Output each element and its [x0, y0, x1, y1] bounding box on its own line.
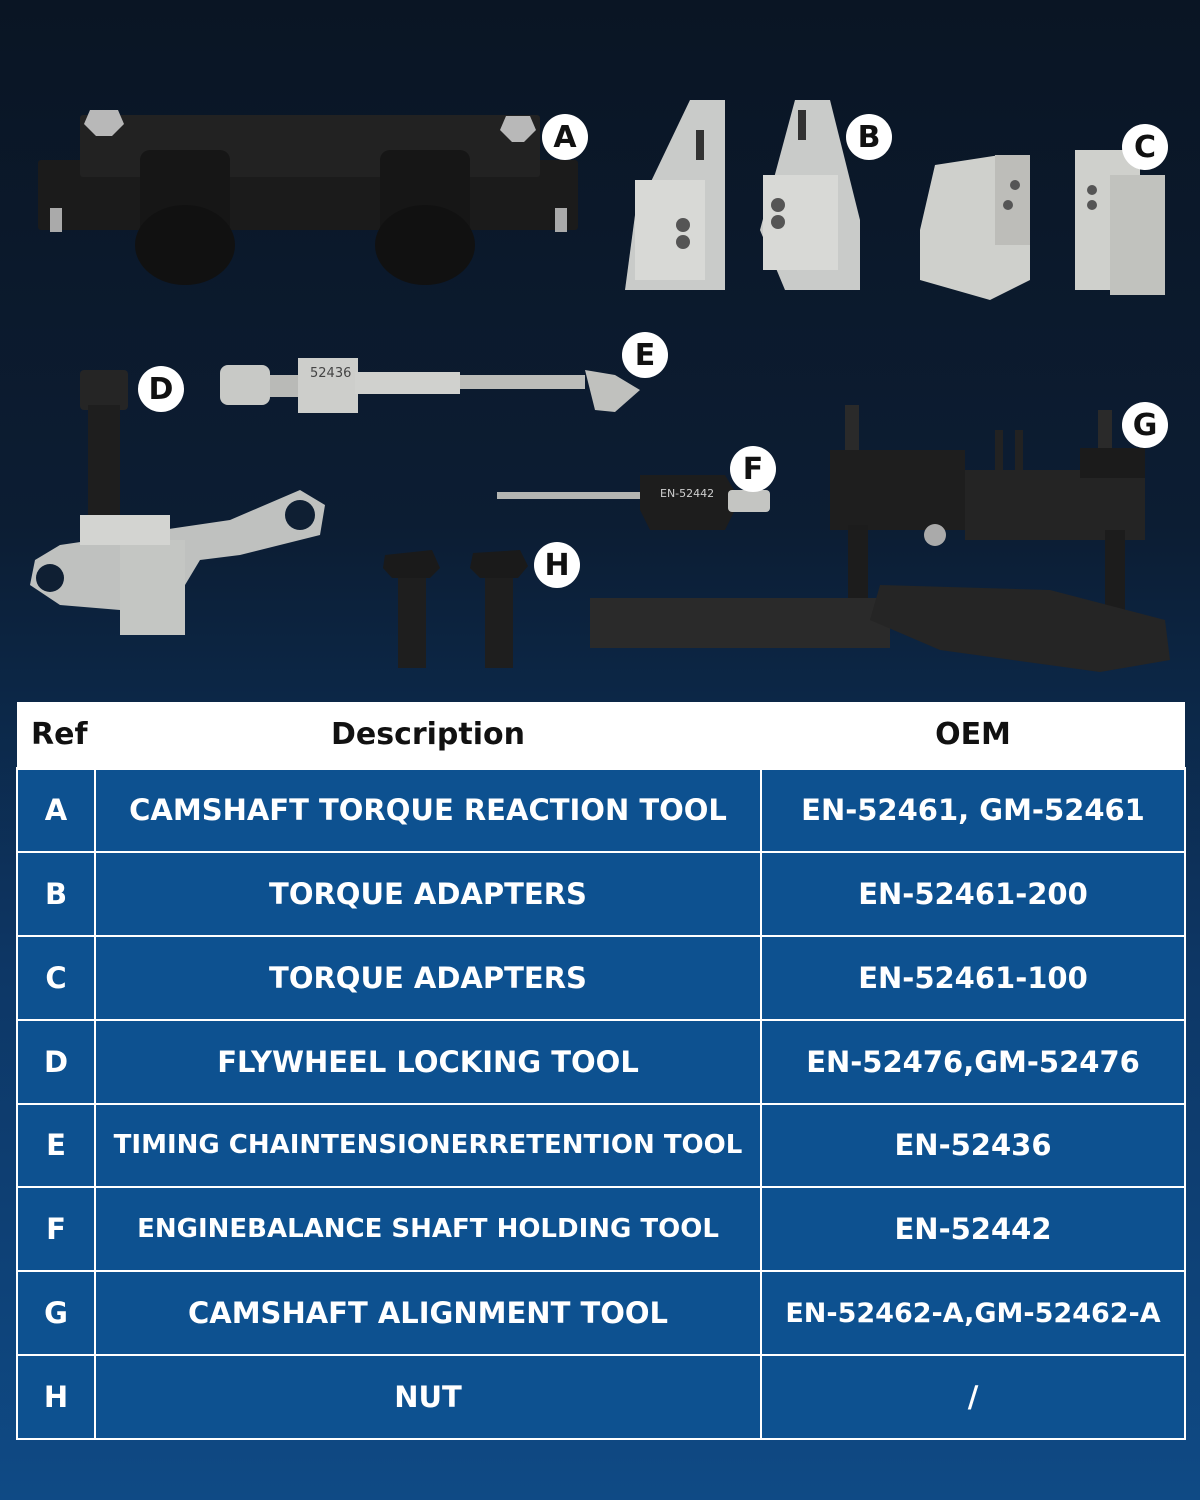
row-oem: EN-52436 [761, 1104, 1185, 1188]
table-row [17, 936, 1185, 1020]
row-ref: E [17, 1104, 95, 1188]
tool-illustrations [0, 0, 1200, 690]
table-row [17, 1104, 1185, 1188]
label-g: G [1122, 402, 1168, 448]
table-row [17, 852, 1185, 936]
tool-c-image [920, 150, 1165, 300]
header-ref: Ref [17, 702, 95, 768]
table-row [17, 1187, 1185, 1271]
table-row [17, 768, 1185, 852]
label-h: H [534, 542, 580, 588]
label-b: B [846, 114, 892, 160]
row-oem: EN-52462-A,GM-52462-A [761, 1271, 1185, 1355]
row-ref: B [17, 852, 95, 936]
row-oem: EN-52461-200 [761, 852, 1185, 936]
tool-a-image [38, 110, 578, 285]
row-ref: C [17, 936, 95, 1020]
row-oem: / [761, 1355, 1185, 1439]
tool-h-image [383, 550, 528, 668]
header-description: Description [95, 702, 761, 768]
tool-photos [0, 0, 1200, 690]
row-description: CAMSHAFT ALIGNMENT TOOL [95, 1271, 761, 1355]
label-a: A [542, 114, 588, 160]
row-description: CAMSHAFT TORQUE REACTION TOOL [95, 768, 761, 852]
row-description: TIMING CHAINTENSIONERRETENTION TOOL [95, 1104, 761, 1188]
row-description: TORQUE ADAPTERS [95, 936, 761, 1020]
header-oem: OEM [761, 702, 1185, 768]
label-e: E [622, 332, 668, 378]
table-header-row [17, 702, 1185, 768]
label-f: F [730, 446, 776, 492]
tool-d-image [30, 370, 325, 635]
row-description: NUT [95, 1355, 761, 1439]
row-oem: EN-52442 [761, 1187, 1185, 1271]
row-ref: D [17, 1020, 95, 1104]
table-row [17, 1271, 1185, 1355]
tool-f-image [497, 475, 770, 530]
row-ref: F [17, 1187, 95, 1271]
row-description: ENGINEBALANCE SHAFT HOLDING TOOL [95, 1187, 761, 1271]
table-row [17, 1355, 1185, 1439]
parts-table [16, 702, 1186, 1440]
tool-b-image [625, 100, 860, 290]
row-oem: EN-52461, GM-52461 [761, 768, 1185, 852]
row-ref: G [17, 1271, 95, 1355]
tool-e-image [220, 358, 640, 413]
row-ref: H [17, 1355, 95, 1439]
table-row [17, 1020, 1185, 1104]
label-d: D [138, 366, 184, 412]
label-c: C [1122, 124, 1168, 170]
row-oem: EN-52461-100 [761, 936, 1185, 1020]
row-ref: A [17, 768, 95, 852]
row-description: TORQUE ADAPTERS [95, 852, 761, 936]
f-tool-stamp: EN-52442 [660, 487, 715, 500]
row-description: FLYWHEEL LOCKING TOOL [95, 1020, 761, 1104]
e-tool-stamp: 52436 [310, 366, 352, 381]
tool-g-image [590, 405, 1170, 672]
row-oem: EN-52476,GM-52476 [761, 1020, 1185, 1104]
